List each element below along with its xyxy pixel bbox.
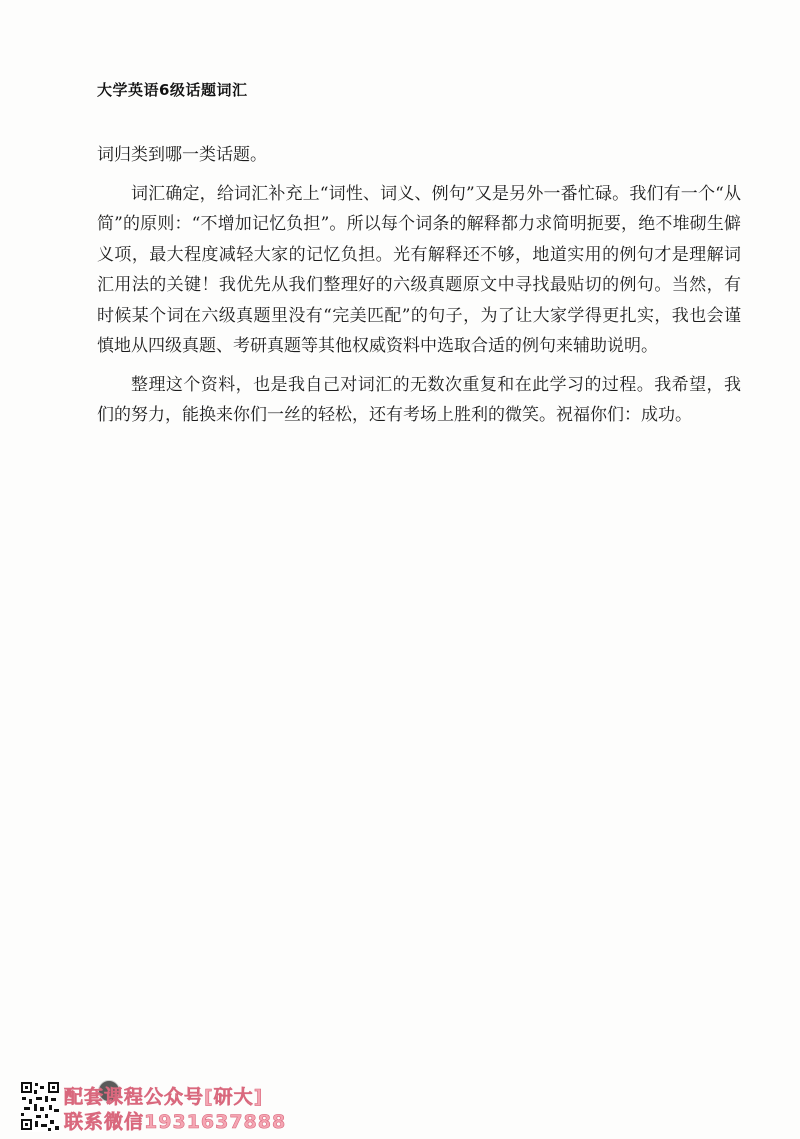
watermark bbox=[20, 1080, 320, 1136]
watermark-line-2: 联系微信1931637888 bbox=[64, 1111, 287, 1133]
body-text bbox=[97, 140, 741, 439]
running-header-title: 大学英语6级话题词汇 bbox=[97, 81, 248, 99]
qr-code-icon bbox=[20, 1080, 60, 1132]
paragraph-3: 整理这个资料，也是我自己对词汇的无数次重复和在此学习的过程。我希望，我们的努力，能换来你们一丝的轻松，还有考场上胜利的微笑。祝福你们：成功。 bbox=[97, 374, 741, 425]
paragraph-2: 词汇确定，给词汇补充上“词性、词义、例句”又是另外一番忙碌。我们有一个“从简”的原则：“不增加记忆负担”。所以每个词条的解释都力求简明扼要，绝不堆砌生僻义项，最大程度减轻大家的记忆负担。光有解释还不够，地道实用的例句才是理解词汇用法的关键！我优先从我们整理好的六级真题原文中寻找最贴切的例句。当然，有时候某个词在六级真题里没有“完美匹配”的句子，为了让大家学得更扎实，我也会谨慎地从四级真题、考研真题等其他权威资料中选取合适的例句来辅助说明。 bbox=[97, 183, 741, 356]
watermark-line-1: 配套课程公众号[研大] bbox=[64, 1086, 264, 1108]
paragraph-1: 词归类到哪一类话题。 bbox=[97, 145, 267, 165]
